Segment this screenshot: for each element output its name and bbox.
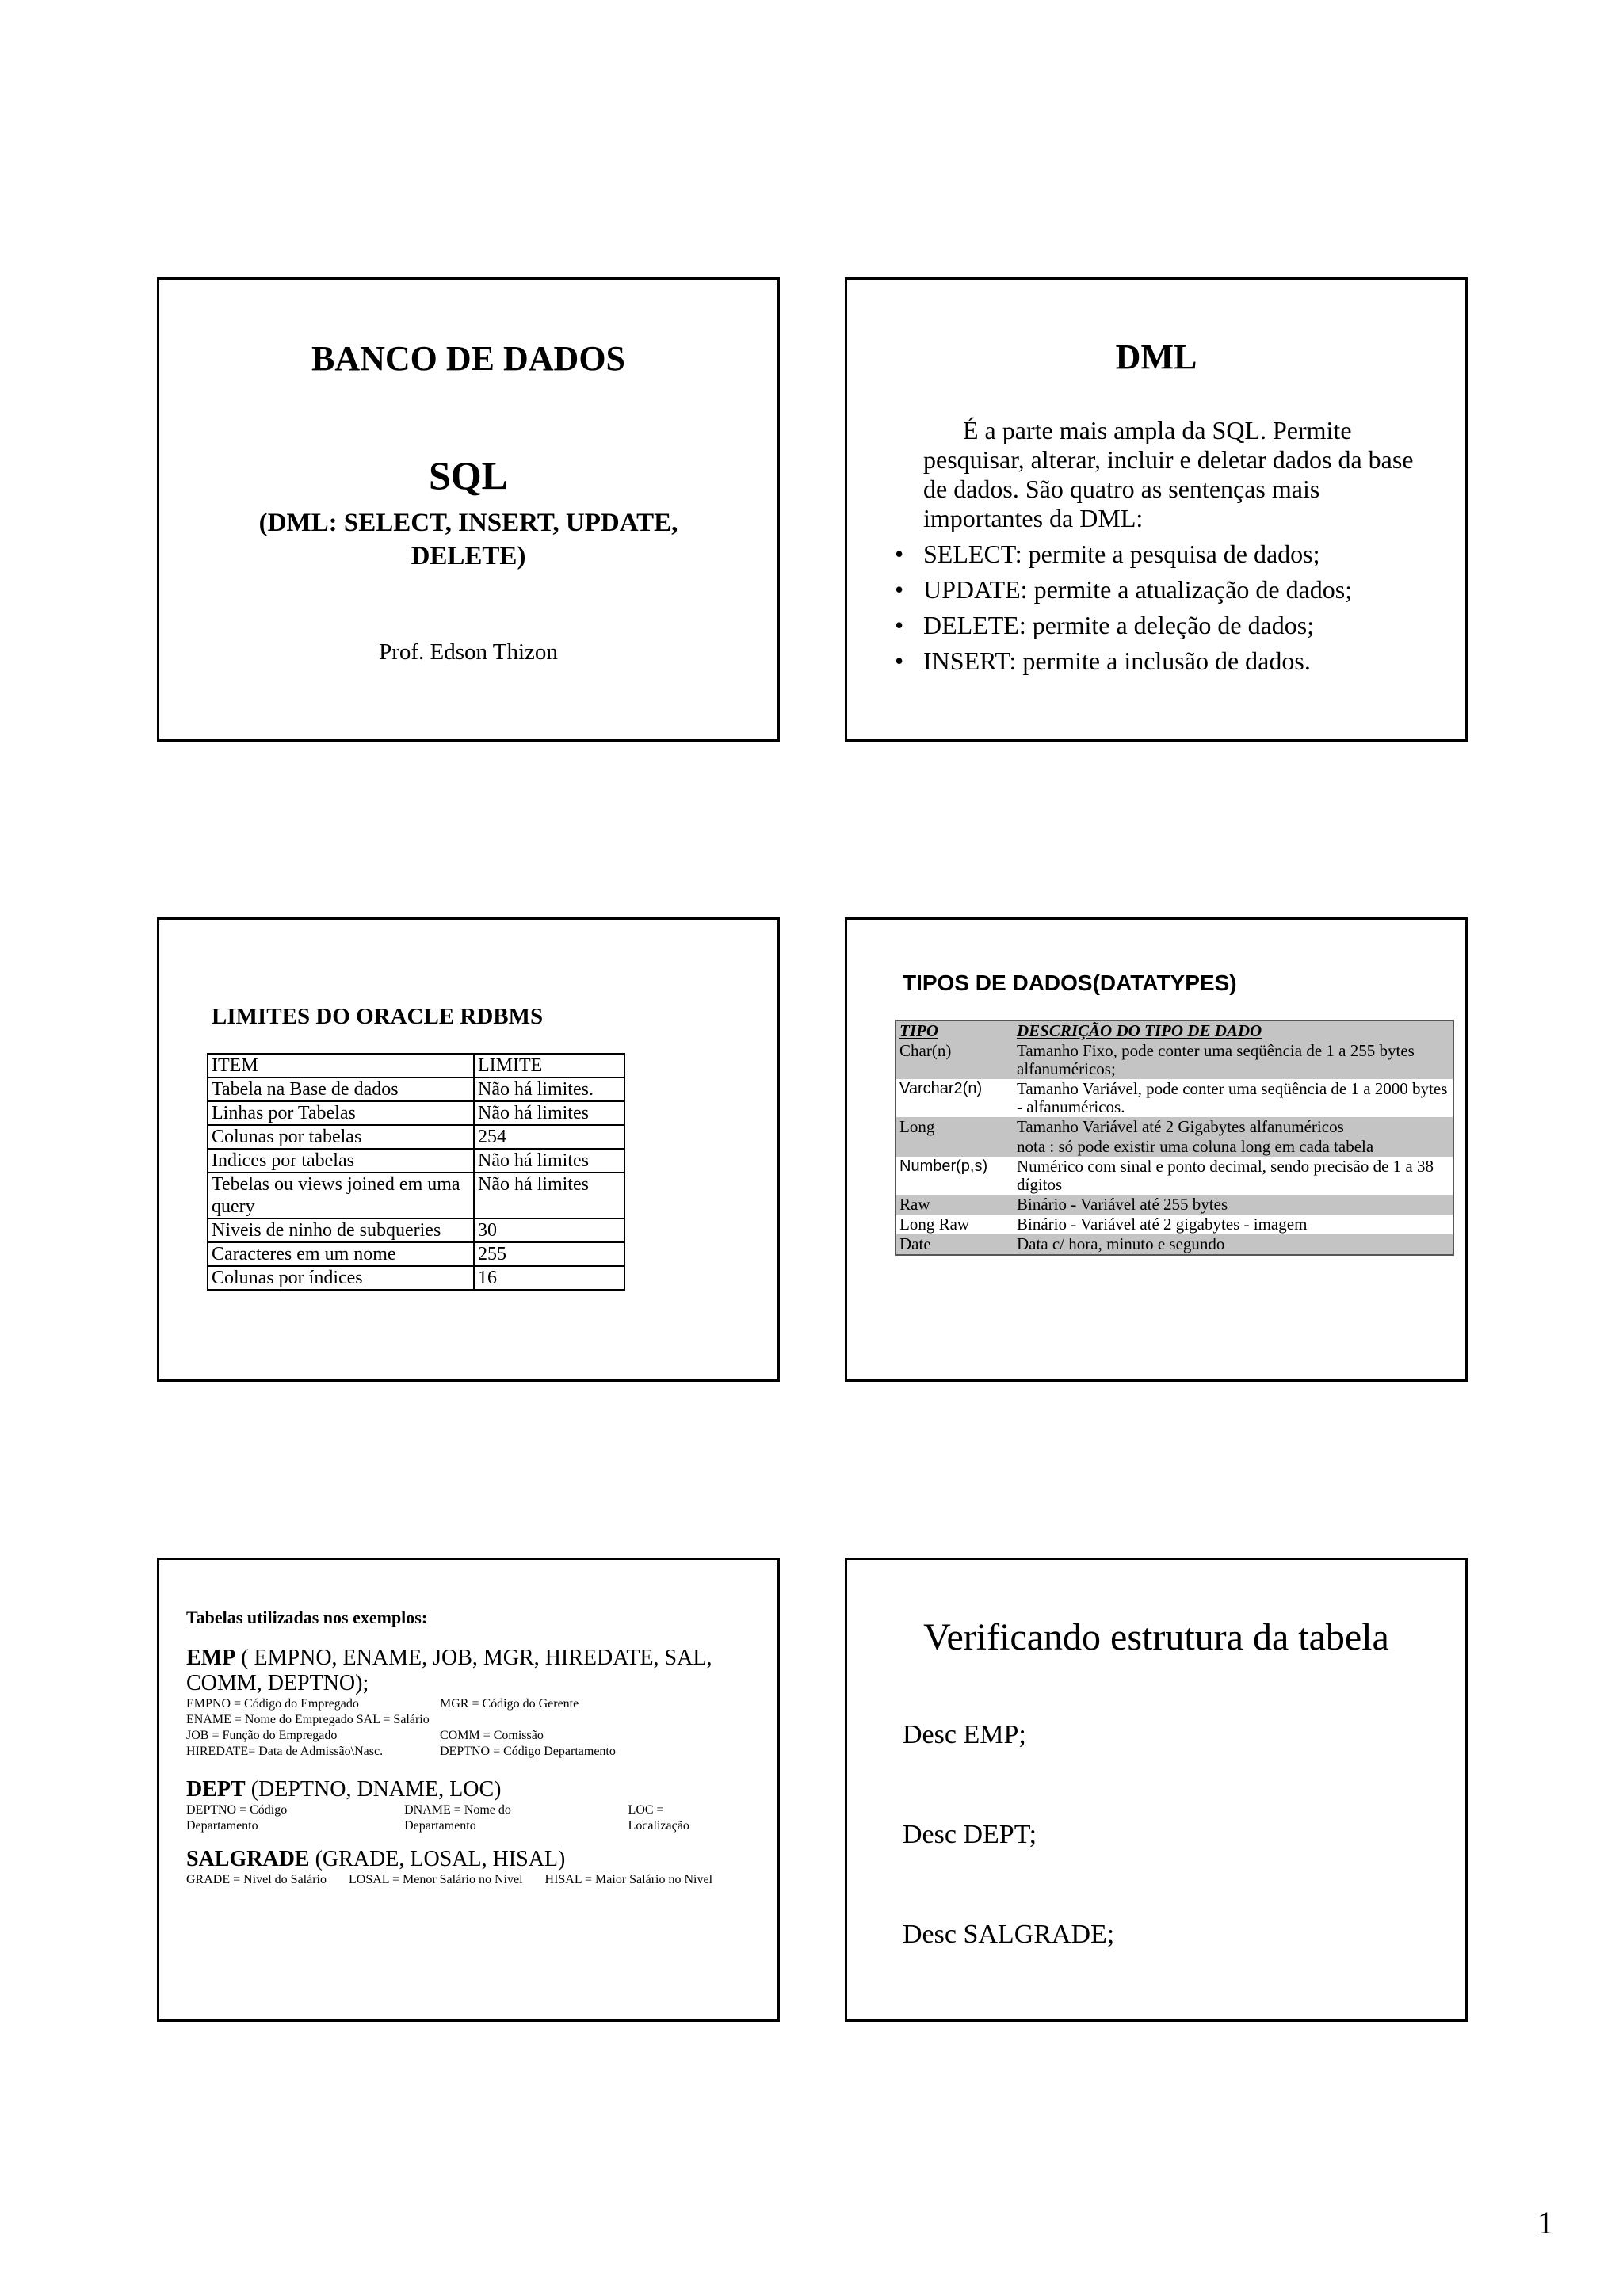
table-row (896, 1041, 1453, 1079)
bullet-text: UPDATE: permite a atualização de dados; (923, 575, 1353, 604)
slide2-body (895, 416, 1434, 676)
desc-text: MGR = Código do Gerente (440, 1697, 579, 1711)
spacer (186, 1760, 773, 1777)
table-cell: nota : só pode existir uma coluna long em cada tabela (1014, 1137, 1453, 1157)
bullet-item (895, 540, 1434, 569)
table-row (208, 1219, 624, 1242)
table-row (896, 1137, 1453, 1157)
slide-example-tables (157, 1558, 780, 2022)
desc-text: LOC = Localização (628, 1803, 689, 1833)
table-row (896, 1079, 1453, 1117)
bullet-text: DELETE: permite a deleção de dados; (923, 611, 1315, 639)
slide1-sql-heading: SQL (428, 453, 509, 498)
slide4-title: TIPOS DE DADOS(DATATYPES) (903, 971, 1237, 995)
table-cell: 255 (474, 1242, 624, 1266)
desc-text: EMPNO = Código do Empregado (186, 1697, 359, 1711)
dept-description (186, 1802, 773, 1834)
desc-text: DEPTNO = Código Departamento (440, 1745, 616, 1758)
bullet-item (895, 611, 1434, 640)
table-cell: Niveis de ninho de subqueries (208, 1219, 474, 1242)
desc-text: HISAL = Maior Salário no Nível (544, 1873, 713, 1886)
slide2-bullet-list (895, 540, 1434, 676)
table-cell: Binário - Variável até 2 gigabytes - imagem (1014, 1215, 1453, 1234)
slide-title (157, 277, 780, 742)
table-cell: Date (896, 1234, 1014, 1255)
table-row (208, 1125, 624, 1149)
table-cell: 16 (474, 1266, 624, 1290)
desc-text: JOB = Função do Empregado (186, 1729, 338, 1742)
table-row (208, 1101, 624, 1125)
header-cell: DESCRIÇÃO DO TIPO DE DADO (1014, 1020, 1453, 1041)
table-row (896, 1117, 1453, 1137)
desc-command: Desc DEPT; (903, 1820, 1037, 1849)
header-cell: ITEM (208, 1054, 474, 1077)
table-cell: Number(p,s) (896, 1157, 1014, 1195)
desc-text: ENAME = Nome do Empregado SAL = Salário (186, 1713, 430, 1726)
table-cell: Não há limites (474, 1149, 624, 1173)
table-row (208, 1149, 624, 1173)
bullet-text: SELECT: permite a pesquisa de dados; (923, 540, 1320, 568)
table-cell: Tamanho Variável, pode conter uma seqüência de 1 a 2000 bytes - alfanuméricos. (1014, 1079, 1453, 1117)
desc-row (186, 1712, 773, 1728)
desc-command: Desc EMP; (903, 1720, 1026, 1749)
table-row (208, 1077, 624, 1101)
table-cell: Long (896, 1117, 1014, 1137)
table-cell: Indices por tabelas (208, 1149, 474, 1173)
datatypes-table (895, 1020, 1454, 1256)
table-cell: Varchar2(n) (896, 1079, 1014, 1117)
emp-definition (186, 1646, 773, 1696)
limits-table (207, 1053, 625, 1291)
desc-text: GRADE = Nível do Salário (186, 1873, 327, 1886)
spacer (186, 1834, 773, 1847)
slide2-intro: É a parte mais ampla da SQL. Permite pesquisar, alterar, incluir e deletar dados da base de dados. São quatro as sentenças mais importantes da DML: (923, 416, 1414, 532)
table-row (896, 1157, 1453, 1195)
table-cell: Raw (896, 1195, 1014, 1215)
desc-text: DNAME = Nome do Departamento (404, 1803, 511, 1833)
desc-row (186, 1728, 773, 1744)
salgrade-description (186, 1872, 773, 1888)
table-header-row (896, 1020, 1453, 1041)
slide5-title: Tabelas utilizadas nos exemplos: (186, 1608, 428, 1627)
table-cell: Numérico com sinal e ponto decimal, sendo precisão de 1 a 38 dígitos (1014, 1157, 1453, 1195)
bullet-item (895, 575, 1434, 605)
table-row (208, 1173, 624, 1219)
bullet-icon: • (895, 646, 904, 675)
table-row (208, 1266, 624, 1290)
table-cell: Linhas por Tabelas (208, 1101, 474, 1125)
emp-name: EMP (186, 1646, 236, 1670)
table-cell: Tebelas ou views joined em uma query (208, 1173, 474, 1219)
bullet-icon: • (895, 540, 904, 568)
slide6-title: Verificando estrutura da tabela (923, 1616, 1389, 1658)
table-row (896, 1215, 1453, 1234)
table-cell: 30 (474, 1219, 624, 1242)
table-cell (896, 1137, 1014, 1157)
slide-oracle-limits (157, 917, 780, 1382)
slide5-content (186, 1608, 773, 1888)
bullet-icon: • (895, 611, 904, 639)
bullet-text: INSERT: permite a inclusão de dados. (923, 646, 1311, 675)
table-cell: 254 (474, 1125, 624, 1149)
slide-describe-structure (845, 1558, 1468, 2022)
salgrade-definition (186, 1847, 773, 1872)
table-cell: Char(n) (896, 1041, 1014, 1079)
table-cell: Tamanho Fixo, pode conter uma seqüência de 1 a 255 bytes alfanuméricos; (1014, 1041, 1453, 1079)
dept-definition (186, 1777, 773, 1802)
header-cell: LIMITE (474, 1054, 624, 1077)
dept-name: DEPT (186, 1777, 246, 1802)
slide1-author: Prof. Edson Thizon (379, 639, 558, 665)
slide-datatypes (845, 917, 1468, 1382)
slide2-title: DML (1115, 338, 1197, 376)
table-cell: Não há limites. (474, 1077, 624, 1101)
desc-text: DEPTNO = Código Departamento (186, 1803, 288, 1833)
desc-text: COMM = Comissão (440, 1729, 544, 1742)
header-cell: TIPO (896, 1020, 1014, 1041)
slide-dml (845, 277, 1468, 742)
table-row (896, 1195, 1453, 1215)
slide3-title: LIMITES DO ORACLE RDBMS (212, 1004, 544, 1029)
table-cell: Não há limites (474, 1101, 624, 1125)
table-row (208, 1242, 624, 1266)
salgrade-name: SALGRADE (186, 1847, 310, 1871)
desc-text: LOSAL = Menor Salário no Nível (349, 1873, 523, 1886)
table-cell: Tabela na Base de dados (208, 1077, 474, 1101)
slide1-subtitle: (DML: SELECT, INSERT, UPDATE, DELETE) (258, 509, 678, 570)
table-cell: Tamanho Variável até 2 Gigabytes alfanuméricos (1014, 1117, 1453, 1137)
slide1-title: BANCO DE DADOS (311, 339, 626, 378)
table-cell: Colunas por tabelas (208, 1125, 474, 1149)
desc-command: Desc SALGRADE; (903, 1920, 1115, 1949)
desc-row (186, 1744, 773, 1760)
table-cell: Data c/ hora, minuto e segundo (1014, 1234, 1453, 1255)
table-cell: Caracteres em um nome (208, 1242, 474, 1266)
desc-text: HIREDATE= Data de Admissão\Nasc. (186, 1745, 384, 1758)
bullet-item (895, 646, 1434, 676)
emp-columns: ( EMPNO, ENAME, JOB, MGR, HIREDATE, SAL, COMM, DEPTNO); (186, 1646, 712, 1695)
table-cell: Binário - Variável até 255 bytes (1014, 1195, 1453, 1215)
page-number: 1 (1537, 2205, 1553, 2241)
table-cell: Não há limites (474, 1173, 624, 1219)
table-header-row (208, 1054, 624, 1077)
desc-row (186, 1696, 773, 1712)
bullet-icon: • (895, 575, 904, 604)
table-row (896, 1234, 1453, 1255)
table-cell: Colunas por índices (208, 1266, 474, 1290)
dept-columns: (DEPTNO, DNAME, LOC) (245, 1777, 502, 1802)
salgrade-columns: (GRADE, LOSAL, HISAL) (309, 1847, 566, 1871)
table-cell: Long Raw (896, 1215, 1014, 1234)
emp-description (186, 1696, 773, 1760)
